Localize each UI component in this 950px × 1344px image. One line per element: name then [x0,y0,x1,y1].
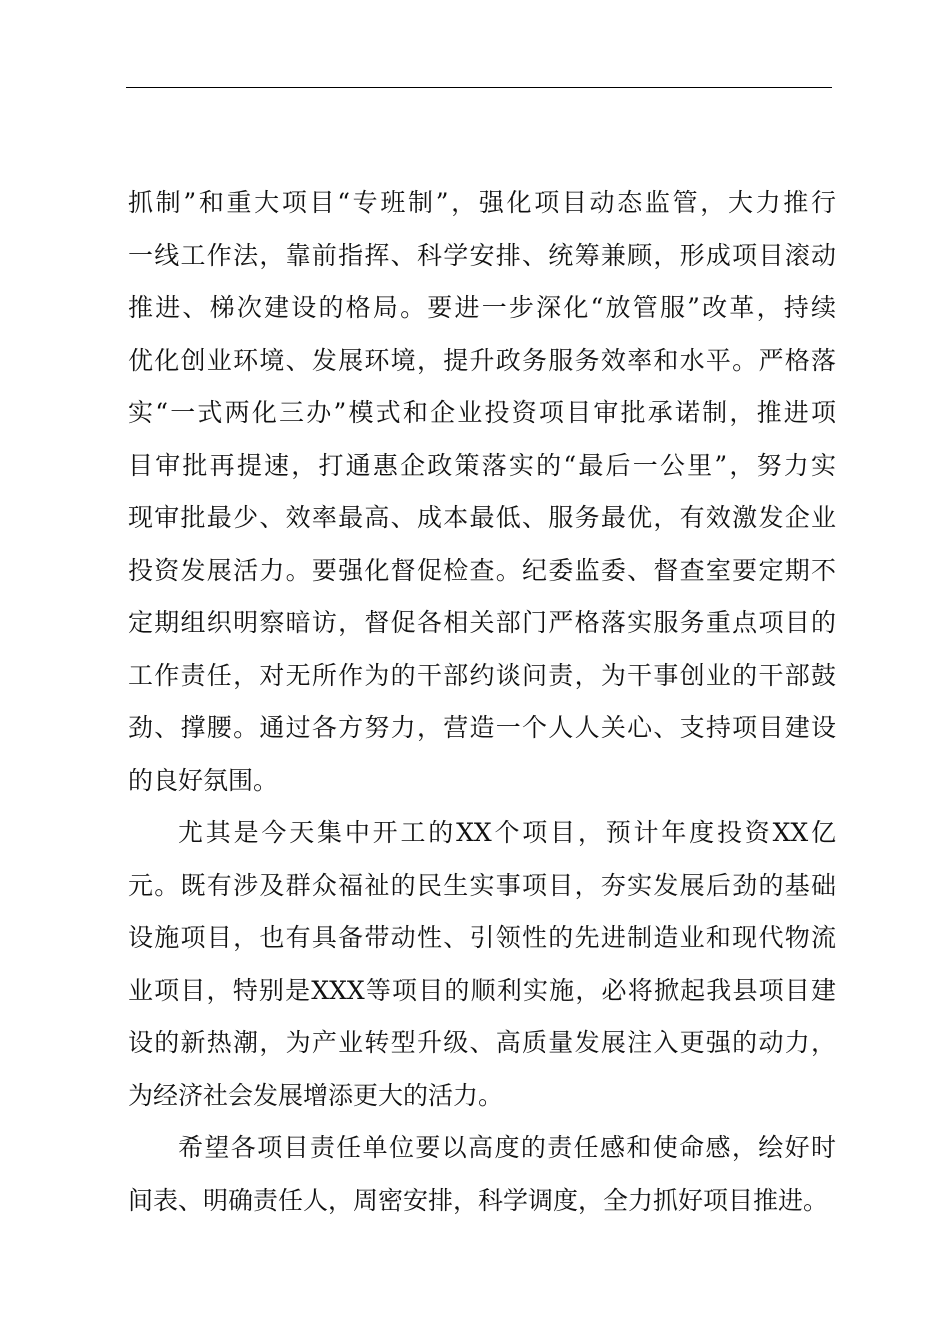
text-line: 实“一式两化三办”模式和企业投资项目审批承诺制，推进项 [128,398,836,427]
text-line: 业项目，特别是XXX等项目的顺利实施，必将掀起我县项目建 [128,975,836,1005]
text-line: 工作责任，对无所作为的干部约谈问责，为干事创业的干部鼓 [128,660,836,690]
text-line: 定期组织明察暗访，督促各相关部门严格落实服务重点项目的 [128,608,836,637]
text-line: 一线工作法，靠前指挥、科学安排、统筹兼顾，形成项目滚动 [128,240,836,270]
text-line: 推进、梯次建设的格局。要进一步深化“放管服”改革，持续 [128,293,836,322]
text-line: 的良好氛围。 [128,765,279,795]
text-line: 优化创业环境、发展环境，提升政务服务效率和水平。严格落 [128,345,836,375]
text-line: 为经济社会发展增添更大的活力。 [128,1080,504,1110]
text-line: 目审批再提速，打通惠企政策落实的“最后一公里”，努力实 [128,450,836,480]
text-line: 间表、明确责任人，周密安排，科学调度，全力抓好项目推进。 [128,1185,829,1215]
text-line: 设的新热潮，为产业转型升级、高质量发展注入更强的动力， [128,1028,836,1057]
text-line: 劲、撑腰。通过各方努力，营造一个人人关心、支持项目建设 [128,713,836,742]
text-line: 抓制”和重大项目“专班制”，强化项目动态监管，大力推行 [128,188,836,217]
paragraph-first-line: 希望各项目责任单位要以高度的责任感和使命感，绘好时 [178,1133,836,1162]
header-rule [126,87,832,88]
text-line: 现审批最少、效率最高、成本最低、服务最优，有效激发企业 [128,503,836,532]
text-line: 投资发展活力。要强化督促检查。纪委监委、督查室要定期不 [128,555,836,585]
text-line: 设施项目，也有具备带动性、引领性的先进制造业和现代物流 [128,923,836,952]
text-line: 元。既有涉及群众福祉的民生实事项目，夯实发展后劲的基础 [128,870,836,900]
document-body [128,182,836,1232]
paragraph-first-line: 尤其是今天集中开工的XX个项目，预计年度投资XX亿 [178,818,836,847]
